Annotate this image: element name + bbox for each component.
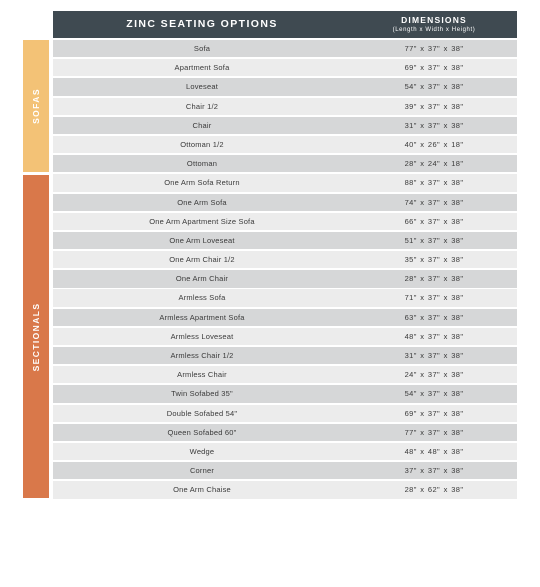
item-name: One Arm Sofa xyxy=(177,197,227,207)
item-name: Sofa xyxy=(193,44,211,53)
table-row xyxy=(53,270,517,287)
item-dimensions: 69" x 37" x 38" xyxy=(404,408,464,418)
item-dimensions: 77" x 37" x 38" xyxy=(404,44,464,53)
item-dimensions: 28" x 24" x 18" xyxy=(404,159,464,169)
table-row xyxy=(53,251,517,268)
item-name: Loveseat xyxy=(185,82,219,92)
dimensions-title: DIMENSIONS xyxy=(401,15,467,25)
item-name: Armless Loveseat xyxy=(170,331,234,341)
item-dimensions: 31" x 37" x 38" xyxy=(404,351,464,360)
item-dimensions: 39" x 37" x 38" xyxy=(404,101,464,111)
item-name: One Arm Apartment Size Sofa xyxy=(149,216,255,226)
table-row xyxy=(53,117,517,134)
group-label-sofas-text: SOFAS xyxy=(31,88,41,124)
item-name: Armless Chair 1/2 xyxy=(170,351,234,360)
item-name: One Arm Chair 1/2 xyxy=(169,255,235,265)
item-dimensions: 37" x 37" x 38" xyxy=(404,466,464,476)
item-dimensions: 31" x 37" x 38" xyxy=(404,120,464,130)
item-dimensions: 54" x 37" x 38" xyxy=(404,82,464,92)
item-name: One Arm Chaise xyxy=(173,485,231,495)
group-label-sectionals xyxy=(23,175,49,498)
item-dimensions: 74" x 37" x 38" xyxy=(404,197,464,207)
item-dimensions: 48" x 48" x 38" xyxy=(404,446,464,456)
item-name: Ottoman xyxy=(186,159,218,169)
table-row xyxy=(53,347,517,364)
item-dimensions: 51" x 37" x 38" xyxy=(404,235,464,245)
item-name: Twin Sofabed 35" xyxy=(171,389,233,399)
item-name: Armless Sofa xyxy=(178,293,226,303)
table-header xyxy=(53,11,517,38)
item-name: One Arm Sofa Return xyxy=(164,178,240,188)
item-name: Armless Chair xyxy=(177,370,227,380)
item-dimensions: 71" x 37" x 38" xyxy=(404,293,464,303)
item-dimensions: 35" x 37" x 38" xyxy=(404,255,464,265)
dimensions-header xyxy=(351,11,517,38)
table-row xyxy=(53,213,517,230)
item-name: Chair xyxy=(192,120,212,130)
item-name: One Arm Chair xyxy=(175,274,229,284)
table-row xyxy=(53,40,517,57)
item-name: Corner xyxy=(189,466,215,476)
table-row xyxy=(53,194,517,211)
item-name: Ottoman 1/2 xyxy=(180,139,224,149)
group-label-sofas xyxy=(23,40,49,172)
table-row xyxy=(53,443,517,460)
item-dimensions: 66" x 37" x 38" xyxy=(404,216,464,226)
item-dimensions: 88" x 37" x 38" xyxy=(404,178,464,188)
table-row xyxy=(53,481,517,498)
table-row xyxy=(53,462,517,479)
table-row xyxy=(53,98,517,115)
table-row xyxy=(53,328,517,345)
table-row xyxy=(53,232,517,249)
item-dimensions: 48" x 37" x 38" xyxy=(404,331,464,341)
table-row xyxy=(53,405,517,422)
item-name: Apartment Sofa xyxy=(174,63,230,73)
options-table xyxy=(53,40,517,501)
item-name: One Arm Loveseat xyxy=(169,235,235,245)
item-name: Wedge xyxy=(189,446,215,456)
item-dimensions: 77" x 37" x 38" xyxy=(404,427,464,437)
item-dimensions: 24" x 37" x 38" xyxy=(404,370,464,380)
table-row xyxy=(53,424,517,441)
item-name: Chair 1/2 xyxy=(185,101,219,111)
item-dimensions: 28" x 37" x 38" xyxy=(404,274,464,284)
item-name: Queen Sofabed 60" xyxy=(167,427,237,437)
table-row xyxy=(53,59,517,76)
table-row xyxy=(53,78,517,95)
dimensions-subtitle: (Length x Width x Height) xyxy=(392,27,476,33)
item-name: Double Sofabed 54" xyxy=(166,408,238,418)
table-row xyxy=(53,155,517,172)
table-row xyxy=(53,136,517,153)
table-row xyxy=(53,174,517,191)
table-row xyxy=(53,309,517,326)
group-label-sectionals-text: SECTIONALS xyxy=(31,302,41,371)
item-dimensions: 28" x 62" x 38" xyxy=(404,485,464,495)
item-dimensions: 63" x 37" x 38" xyxy=(404,312,464,322)
table-row xyxy=(53,289,517,306)
item-dimensions: 54" x 37" x 38" xyxy=(404,389,464,399)
item-dimensions: 40" x 26" x 18" xyxy=(404,139,464,149)
table-row xyxy=(53,385,517,402)
table-title: ZINC SEATING OPTIONS xyxy=(126,18,278,30)
item-name: Armless Apartment Sofa xyxy=(159,312,245,322)
table-row xyxy=(53,366,517,383)
item-dimensions: 69" x 37" x 38" xyxy=(404,63,464,73)
